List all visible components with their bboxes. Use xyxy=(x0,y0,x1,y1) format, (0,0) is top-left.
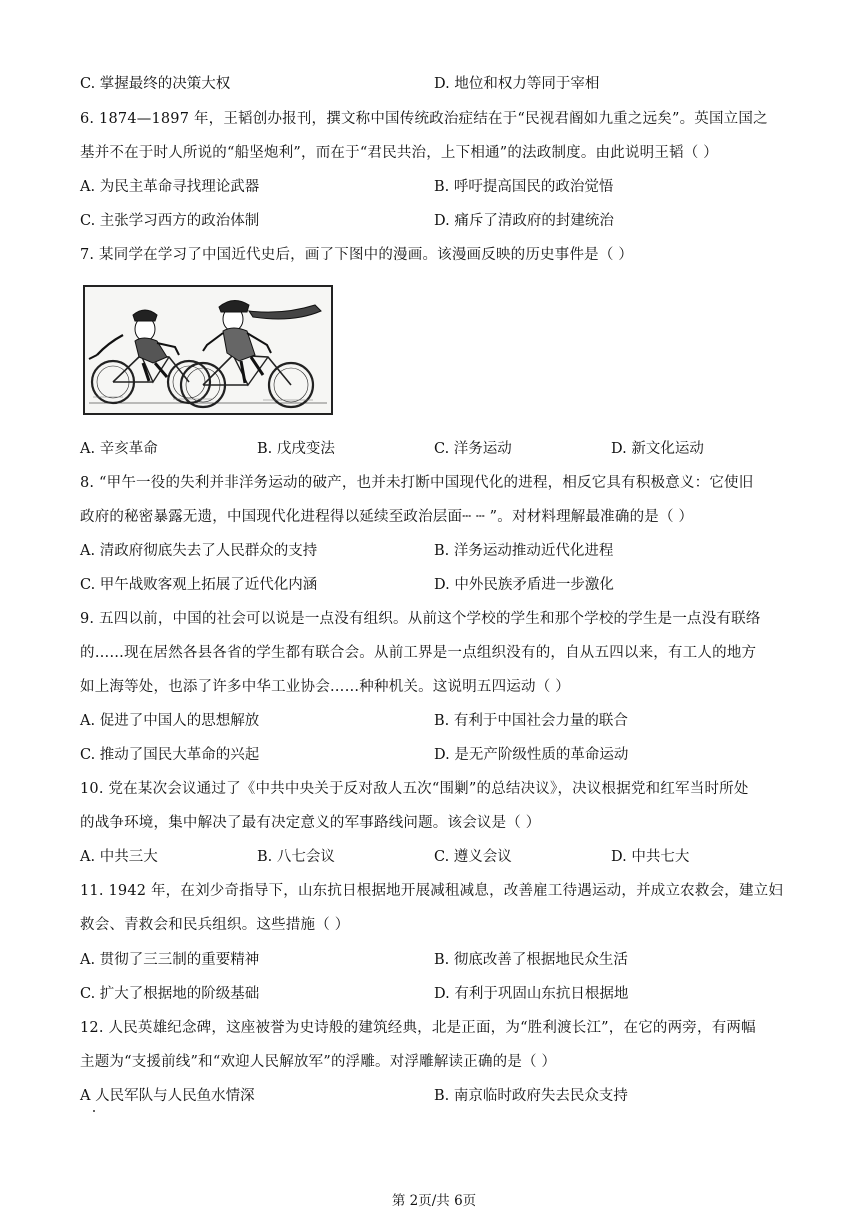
q11-option-a: A. 贯彻了三三制的重要精神 xyxy=(80,952,260,968)
q8-option-b: B. 洋务运动推动近代化进程 xyxy=(434,543,614,559)
q12-stem-line-1: 12. 人民英雄纪念碑，这座被誉为史诗般的建筑经典，北是正面，为“胜利渡长江”，在它的两旁，有两幅 xyxy=(80,1020,756,1036)
q9-stem-line-2: 的……现在居然各县各省的学生都有联合会。从前工界是一点组织没有的，自从五四以来，有工人的地方 xyxy=(80,645,757,661)
q6-stem-line-1: 6. 1874—1897 年，王韬创办报刊，撰文称中国传统政治症结在于“民视君阍如九重之远矣”。英国立国之 xyxy=(80,111,768,127)
q10-stem-line-2: 的战争环境，集中解决了最有决定意义的军事路线问题。该会议是（ ） xyxy=(80,815,541,831)
q6-option-a: A. 为民主革命寻找理论武器 xyxy=(80,179,260,195)
q8-stem-line-2: 政府的秘密暴露无遗，中国现代化进程得以延续至政治层面┄ ┄ ”。对材料理解最准确的是（ ） xyxy=(80,509,694,525)
q9-stem-line-3: 如上海等处，也添了许多中华工业协会……种种机关。这说明五四运动（ ） xyxy=(80,679,570,695)
q10-option-a: A. 中共三大 xyxy=(80,849,158,865)
q9-option-d: D. 是无产阶级性质的革命运动 xyxy=(434,747,629,763)
q7-option-c: C. 洋务运动 xyxy=(434,441,512,457)
q9-stem-line-1: 9. 五四以前，中国的社会可以说是一点没有组织。从前这个学校的学生和那个学校的学生是一点没有联络 xyxy=(80,611,761,627)
q7-option-d: D. 新文化运动 xyxy=(611,441,704,457)
q10-option-b: B. 八七会议 xyxy=(257,849,335,865)
q6-option-b: B. 呼吁提高国民的政治觉悟 xyxy=(434,179,614,195)
q9-option-c: C. 推动了国民大革命的兴起 xyxy=(80,747,260,763)
q9-option-b: B. 有利于中国社会力量的联合 xyxy=(434,713,628,729)
q6-option-c: C. 主张学习西方的政治体制 xyxy=(80,213,260,229)
page-number-footer: 第 2页/共 6页 xyxy=(391,1193,477,1209)
q10-option-d: D. 中共七大 xyxy=(611,849,690,865)
stray-dot xyxy=(93,1110,95,1112)
q11-stem-line-2: 救会、青救会和民兵组织。这些措施（ ） xyxy=(80,917,350,933)
q11-stem-line-1: 11. 1942 年，在刘少奇指导下，山东抗日根据地开展减租减息，改善雇工待遇运动，并成立农救会，建立妇 xyxy=(80,883,784,899)
q8-option-a: A. 清政府彻底失去了人民群众的支持 xyxy=(80,543,318,559)
q12-option-b: B. 南京临时政府失去民众支持 xyxy=(434,1088,628,1104)
q11-option-d: D. 有利于巩固山东抗日根据地 xyxy=(434,986,629,1002)
q11-option-b: B. 彻底改善了根据地民众生活 xyxy=(434,952,628,968)
q5-option-d: D. 地位和权力等同于宰相 xyxy=(434,76,600,92)
q6-option-d: D. 痛斥了清政府的封建统治 xyxy=(434,213,614,229)
q8-option-d: D. 中外民族矛盾进一步激化 xyxy=(434,577,614,593)
q8-option-c: C. 甲午战败客观上拓展了近代化内涵 xyxy=(80,577,318,593)
q11-option-c: C. 扩大了根据地的阶级基础 xyxy=(80,986,260,1002)
q7-option-a: A. 辛亥革命 xyxy=(80,441,158,457)
q5-option-c: C. 掌握最终的决策大权 xyxy=(80,76,231,92)
q8-stem-line-1: 8. “甲午一役的失利并非洋务运动的破产，也并未打断中国现代化的进程，相反它具有积极意义：它使旧 xyxy=(80,475,754,491)
q12-stem-line-2: 主题为“支援前线”和“欢迎人民解放军”的浮雕。对浮雕解读正确的是（ ） xyxy=(80,1054,557,1070)
cartoon-two-cyclists-icon xyxy=(83,285,333,415)
q10-option-c: C. 遵义会议 xyxy=(434,849,512,865)
q7-stem-line-1: 7. 某同学在学习了中国近代史后，画了下图中的漫画。该漫画反映的历史事件是（ ） xyxy=(80,247,634,263)
q9-option-a: A. 促进了中国人的思想解放 xyxy=(80,713,260,729)
q12-option-a: A 人民军队与人民鱼水情深 xyxy=(80,1088,255,1104)
q7-option-b: B. 戊戌变法 xyxy=(257,441,335,457)
q6-stem-line-2: 基并不在于时人所说的“船坚炮利”，而在于“君民共治，上下相通”的法政制度。由此说明王韬（ ） xyxy=(80,145,718,161)
q10-stem-line-1: 10. 党在某次会议通过了《中共中央关于反对敌人五次“围剿”的总结决议》，决议根据党和红军当时所处 xyxy=(80,781,749,797)
